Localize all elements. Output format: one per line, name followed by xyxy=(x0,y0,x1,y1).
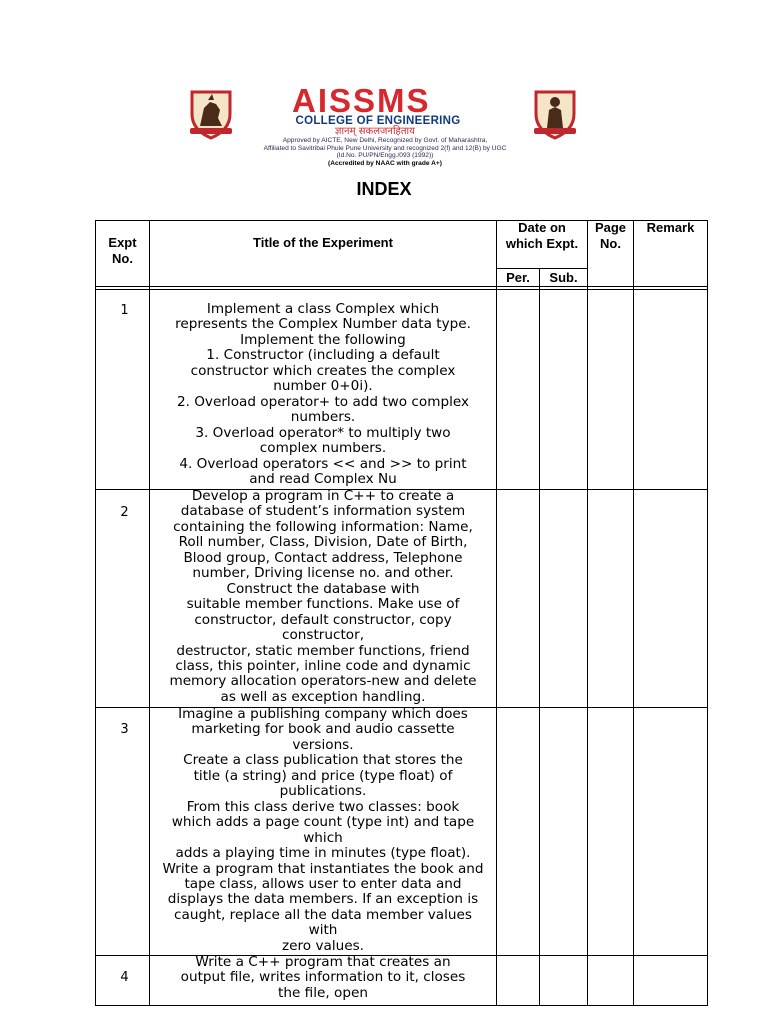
expt-number: 1 xyxy=(120,303,129,318)
column-divider xyxy=(633,220,634,1006)
table-border xyxy=(496,268,587,269)
header-page-no: Page No. xyxy=(594,220,627,251)
experiment-title: Implement a class Complex which represents the Complex Number data type. Implement the following 1. Constructor (including a default constructor which creates the complex number 0+0i). 2. Overload operator+ to add two complex numbers. 3. Overload operator* to multiply two complex numbers. 4. Overload operators << and >> to print and read Complex Nu xyxy=(175,301,471,487)
header-date-submitted: Sub. xyxy=(549,270,578,285)
expt-number: 3 xyxy=(120,722,129,737)
experiment-title: Develop a program in C++ to create a database of student’s information system containing the following information: Name, Roll number, Class, Division, Date of Birth, Blood group, Contact address, Telephone number, Driving license no. and other. Construct the database with suitable member functions. Make use of constructor, default constructor, copy constructor, destructor, static member functions, friend class, this pointer, inline code and dynamic memory allocation operators-new and delete as well as exception handling. xyxy=(169,488,477,705)
approval-line: Affiliated to Savitribai Phule Pune University and recognized 2(f) and 12(B) by UGC xyxy=(263,144,507,152)
column-divider xyxy=(496,220,497,1006)
approval-line: (Id.No. PU/PN/Engg./093 (1992)) xyxy=(336,152,434,160)
header-date: Date on which Expt. xyxy=(505,220,579,251)
college-name: COLLEGE OF ENGINEERING xyxy=(295,115,461,127)
table-border xyxy=(95,286,708,287)
column-divider xyxy=(539,268,540,1006)
table-border xyxy=(95,289,708,290)
institute-name: AISSMS xyxy=(292,82,431,119)
college-motto: ज्ञानम् सकलजनहिताय xyxy=(335,126,415,137)
expt-number: 4 xyxy=(120,970,129,985)
accreditation-line: (Accredited by NAAC with grade A+) xyxy=(328,160,442,168)
table-border xyxy=(95,220,96,1006)
header-expt-no: Expt No. xyxy=(108,235,137,266)
table-border xyxy=(707,220,708,1006)
experiment-title: Imagine a publishing company which does marketing for book and audio cassette versions. Create a class publication that stores the title (a string) and price (type float) of publications. From this class derive two classes: book which adds a page count (type int) and tape which adds a playing time in minutes (type float). Write a program that instantiates the book and tape class, allows user to enter data and displays the data members. If an exception is caught, replace all the data member values with zero values. xyxy=(162,706,484,954)
column-divider xyxy=(587,220,588,1006)
header-title: Title of the Experiment xyxy=(253,235,393,250)
experiment-title: Write a C++ program that creates an output file, writes information to it, closes the file, open xyxy=(180,954,466,1001)
approval-line: Approved by AICTE, New Delhi, Recognized by Govt. of Maharashtra, xyxy=(282,137,488,144)
table-border xyxy=(95,1005,708,1006)
header-date-performed: Per. xyxy=(506,270,530,285)
header-remark: Remark xyxy=(646,220,695,235)
expt-number: 2 xyxy=(120,505,129,520)
page-title: INDEX xyxy=(356,179,412,199)
